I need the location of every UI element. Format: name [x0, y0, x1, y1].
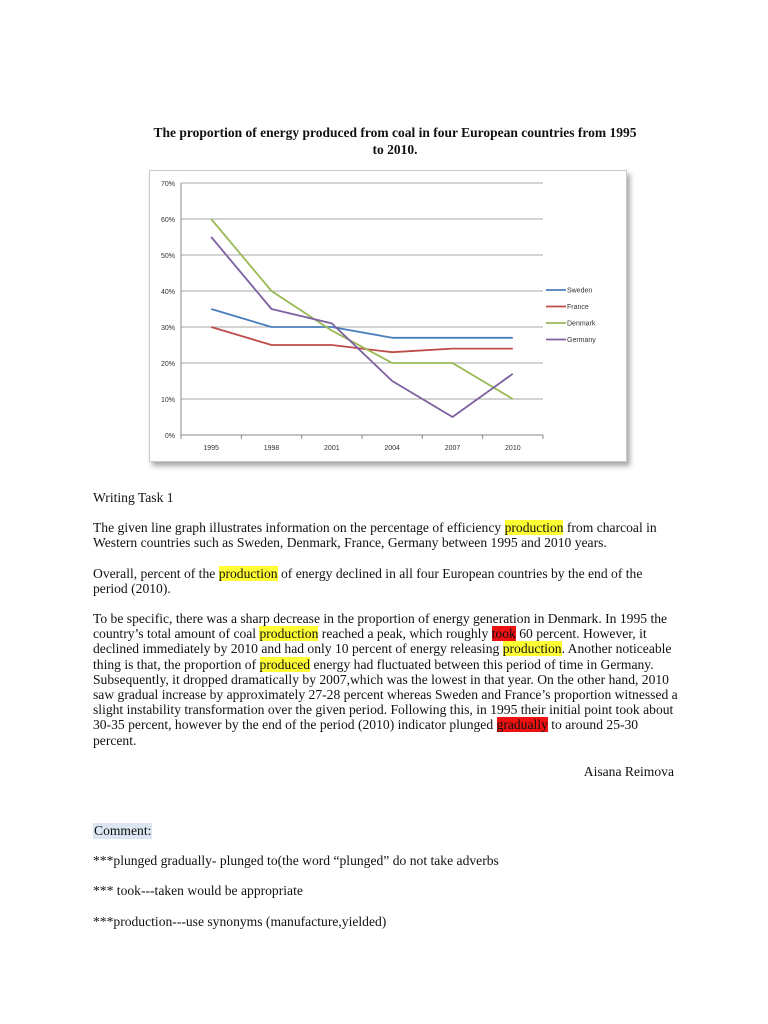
- author-signature: Aisana Reimova: [583, 764, 674, 779]
- y-tick-label: 50%: [160, 253, 175, 260]
- legend-label: France: [567, 304, 589, 311]
- chart-title: The proportion of energy produced from coal in four European countries from 1995 to 2010.: [153, 125, 637, 157]
- y-tick-label: 60%: [160, 217, 175, 224]
- y-tick-label: 0%: [164, 433, 175, 440]
- x-tick-label: 2004: [384, 445, 400, 452]
- series-line-france: [211, 327, 513, 352]
- p3-text-f: to around 25-30 percent.: [93, 717, 639, 748]
- y-tick-label: 20%: [160, 361, 175, 368]
- comment-label: Comment:: [94, 823, 152, 838]
- p2-text-a: Overall, percent of the: [93, 566, 219, 581]
- highlight-took: took: [491, 626, 516, 642]
- y-tick-label: 30%: [160, 325, 175, 332]
- x-tick-label: 1995: [203, 445, 219, 452]
- y-tick-label: 10%: [160, 397, 175, 404]
- y-tick-label: 70%: [160, 181, 175, 188]
- line-chart-svg: [150, 171, 626, 461]
- x-tick-label: 2010: [505, 445, 521, 452]
- p2-text-b: of energy declined in all four European countries by the end of the period (2010).: [93, 566, 643, 597]
- highlight-production: production: [504, 520, 564, 535]
- line-chart: [149, 170, 627, 462]
- highlight-gradually: gradually: [496, 717, 548, 733]
- series-line-denmark: [211, 219, 513, 399]
- legend-label: Germany: [567, 337, 596, 344]
- legend-label: Denmark: [567, 320, 596, 328]
- paragraph-1: [93, 520, 678, 550]
- x-tick-label: 2007: [444, 445, 461, 452]
- legend-label: Sweden: [567, 287, 593, 295]
- p3-text-c: 60 percent. However, it declined immediately by 2010 and had only 10 percent of energy releasing: [93, 626, 647, 657]
- highlight-production: production: [259, 626, 319, 642]
- highlight-production: production: [502, 641, 562, 657]
- p1-text-a: The given line graph illustrates information on the percentage of efficiency: [93, 520, 505, 535]
- paragraph-3: [93, 611, 678, 748]
- p3-text-b: reached a peak, which roughly: [318, 626, 492, 642]
- highlight-production: production: [218, 566, 278, 581]
- comment-line: ***production---use synonyms (manufacture,yielded): [93, 914, 387, 929]
- x-tick-label: 2001: [324, 445, 340, 452]
- x-tick-label: 1998: [263, 445, 280, 452]
- paragraph-2: [93, 566, 678, 596]
- highlight-produced: produced: [259, 656, 311, 672]
- comment-line: ***plunged gradually- plunged to(the word “plunged” do not take adverbs: [93, 853, 499, 868]
- y-tick-label: 40%: [160, 289, 175, 296]
- p3-text-d: . Another noticeable thing is that, the proportion of: [93, 641, 672, 672]
- p3-text-a: To be specific, there was a sharp decrease in the proportion of energy generation in Denmark. In 1995 the country’s total amount of coal: [93, 611, 668, 642]
- p3-text-e: energy had fluctuated between this period of time in Germany. Subsequently, it dropped dramatically by 2007,which was the lowest in that year. On the other hand, 2010 saw gradual increase by approximately 27-28 percent whereas Sweden and France’s proportion witnessed a slight instability transformation over the given period. Following this, in 1995 their initial point took about 30-35 percent, however by the end of the period (2010) indicator plunged: [93, 656, 678, 733]
- p1-text-b: from charcoal in Western countries such as Sweden, Denmark, France, Germany between 1995 and 2010 years.: [93, 520, 657, 551]
- comment-line: *** took---taken would be appropriate: [93, 883, 303, 898]
- task-heading: Writing Task 1: [93, 490, 174, 505]
- series-line-sweden: [211, 309, 513, 338]
